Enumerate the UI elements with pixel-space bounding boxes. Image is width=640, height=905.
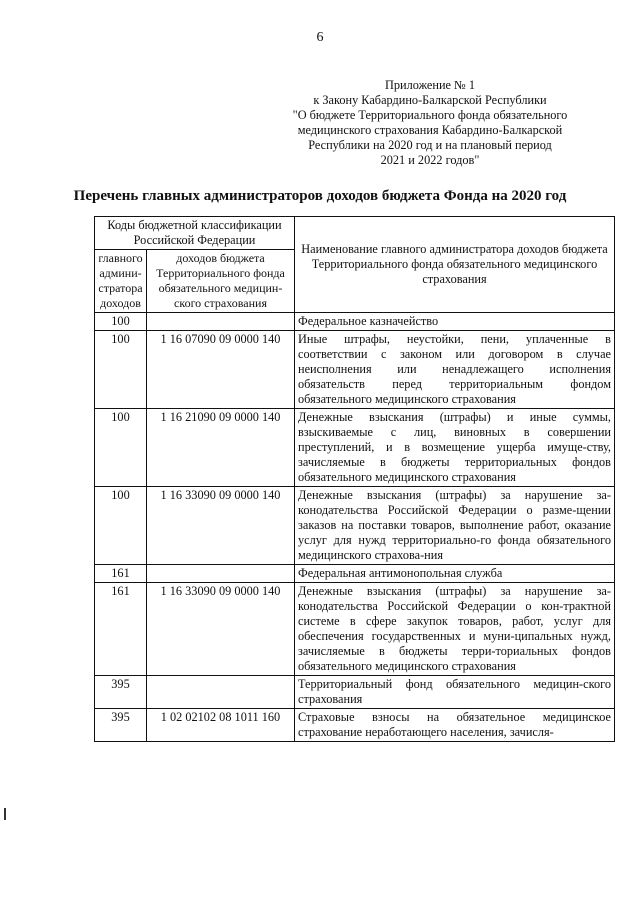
- name-cell: Федеральная антимонопольная служба: [295, 565, 615, 583]
- administrators-table: [94, 216, 615, 742]
- header-income-code: доходов бюджета Территориального фонда обязательного медицин-ского страхования: [147, 250, 295, 313]
- income-code-cell: 1 16 21090 09 0000 140: [147, 409, 295, 487]
- name-cell: Федеральное казначейство: [295, 313, 615, 331]
- document-title: Перечень главных администраторов доходов бюджета Фонда на 2020 год: [73, 188, 567, 204]
- income-code-cell: 1 02 02102 08 1011 160: [147, 709, 295, 742]
- admin-code-cell: 100: [95, 409, 147, 487]
- table-header-row: [95, 217, 615, 250]
- income-code-cell: 1 16 33090 09 0000 140: [147, 583, 295, 676]
- scan-artifact: [4, 808, 6, 820]
- income-code-cell: 1 16 07090 09 0000 140: [147, 331, 295, 409]
- admin-code-cell: 395: [95, 709, 147, 742]
- header-codes-group: Коды бюджетной классификации Российской Федерации: [95, 217, 295, 250]
- admin-code-cell: 161: [95, 565, 147, 583]
- table-row: [95, 409, 615, 487]
- header-name: Наименование главного администратора доходов бюджета Территориального фонда обязательного медицинского страхования: [295, 217, 615, 313]
- admin-code-cell: 161: [95, 583, 147, 676]
- table-row: [95, 331, 615, 409]
- appendix-line: к Закону Кабардино-Балкарской Республики: [313, 93, 547, 107]
- appendix-line: "О бюджете Территориального фонда обязательного: [292, 108, 568, 122]
- appendix-line: Приложение № 1: [384, 78, 476, 92]
- income-code-cell: [147, 676, 295, 709]
- admin-code-cell: 100: [95, 331, 147, 409]
- page-number: 6: [316, 30, 324, 45]
- header-admin-code: главного админи-стратора доходов: [95, 250, 147, 313]
- name-cell: Страховые взносы на обязательное медицинское страхование неработающего населения, зачисля-: [295, 709, 615, 742]
- name-cell: Денежные взыскания (штрафы) за нарушение за-конодательства Российской Федерации о кон-трактной системе в сфере закупок товаров, работ, услуг для обеспечения государственных и муни-ципальных нужд, зачисляемые в бюджеты терри-ториальных фондов обязательного медицинского страхования: [295, 583, 615, 676]
- name-cell: Денежные взыскания (штрафы) за нарушение за-конодательства Российской Федерации о разме-щении заказов на поставки товаров, выполнение работ, оказание услуг для нужд территориально-го фонда обязательного медицинского страхова-ния: [295, 487, 615, 565]
- appendix-block: [290, 78, 570, 168]
- admin-code-cell: 100: [95, 313, 147, 331]
- table-row: [95, 583, 615, 676]
- table-row: [95, 676, 615, 709]
- name-cell: Территориальный фонд обязательного медицин-ского страхования: [295, 676, 615, 709]
- table-row: [95, 565, 615, 583]
- admin-code-cell: 100: [95, 487, 147, 565]
- income-code-cell: 1 16 33090 09 0000 140: [147, 487, 295, 565]
- name-cell: Иные штрафы, неустойки, пени, уплаченные в соответствии с законом или договором в случае неисполнения или ненадлежащего исполнения обязательств перед территориальным фондом обязательного медицинского страхования: [295, 331, 615, 409]
- appendix-line: медицинского страхования Кабардино-Балкарской: [297, 123, 563, 137]
- appendix-line: 2021 и 2022 годов": [380, 153, 480, 167]
- income-code-cell: [147, 313, 295, 331]
- income-code-cell: [147, 565, 295, 583]
- table-row: [95, 313, 615, 331]
- admin-code-cell: 395: [95, 676, 147, 709]
- table-row: [95, 709, 615, 742]
- name-cell: Денежные взыскания (штрафы) и иные суммы, взыскиваемые с лиц, виновных в совершении преступлений, и в возмещение ущерба имуще-ству, зачисляемые в бюджеты территориальных фондов обязательного медицинского страхования: [295, 409, 615, 487]
- table-row: [95, 487, 615, 565]
- appendix-line: Республики на 2020 год и на плановый период: [308, 138, 552, 152]
